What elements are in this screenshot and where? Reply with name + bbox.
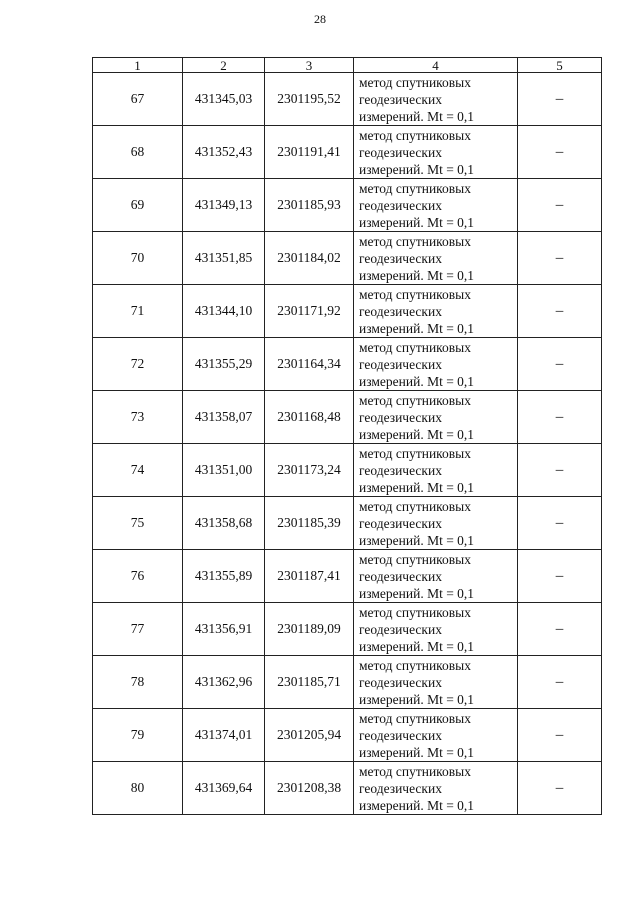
point-number-cell: 73: [93, 391, 183, 444]
method-cell: [354, 497, 518, 550]
method-line-3: измерений. Mt = 0,1: [359, 426, 475, 442]
method-cell: [354, 444, 518, 497]
method-line-2: геодезических: [359, 250, 442, 266]
y-coordinate-cell: 2301187,41: [265, 550, 354, 603]
note-cell: –: [518, 444, 602, 497]
method-line-2: геодезических: [359, 568, 442, 584]
note-cell: –: [518, 73, 602, 126]
method-line-1: метод спутниковых: [359, 551, 471, 567]
x-coordinate-cell: 431358,68: [183, 497, 265, 550]
point-number-cell: 76: [93, 550, 183, 603]
header-cell-5: 5: [518, 58, 602, 73]
method-line-2: геодезических: [359, 462, 442, 478]
method-line-3: измерений. Mt = 0,1: [359, 267, 475, 283]
y-coordinate-cell: 2301168,48: [265, 391, 354, 444]
method-line-3: измерений. Mt = 0,1: [359, 479, 475, 495]
method-line-3: измерений. Mt = 0,1: [359, 585, 475, 601]
method-line-2: геодезических: [359, 356, 442, 372]
method-cell: [354, 656, 518, 709]
note-cell: –: [518, 391, 602, 444]
method-line-2: геодезических: [359, 515, 442, 531]
method-line-3: измерений. Mt = 0,1: [359, 638, 475, 654]
y-coordinate-cell: 2301185,93: [265, 179, 354, 232]
table-row: [93, 232, 602, 285]
method-line-1: метод спутниковых: [359, 657, 471, 673]
note-cell: –: [518, 285, 602, 338]
page-number: 28: [314, 12, 326, 26]
method-line-3: измерений. Mt = 0,1: [359, 161, 475, 177]
method-line-1: метод спутниковых: [359, 233, 471, 249]
method-line-1: метод спутниковых: [359, 604, 471, 620]
method-cell: [354, 73, 518, 126]
x-coordinate-cell: 431344,10: [183, 285, 265, 338]
table-row: [93, 497, 602, 550]
point-number-cell: 72: [93, 338, 183, 391]
method-line-3: измерений. Mt = 0,1: [359, 373, 475, 389]
y-coordinate-cell: 2301205,94: [265, 709, 354, 762]
method-line-1: метод спутниковых: [359, 286, 471, 302]
note-cell: –: [518, 338, 602, 391]
table-row: [93, 762, 602, 815]
header-cell-4: 4: [354, 58, 518, 73]
method-line-2: геодезических: [359, 727, 442, 743]
point-number-cell: 69: [93, 179, 183, 232]
point-number-cell: 74: [93, 444, 183, 497]
table-header-row: [93, 58, 602, 73]
x-coordinate-cell: 431356,91: [183, 603, 265, 656]
y-coordinate-cell: 2301184,02: [265, 232, 354, 285]
note-cell: –: [518, 762, 602, 815]
method-line-1: метод спутниковых: [359, 127, 471, 143]
method-line-2: геодезических: [359, 91, 442, 107]
note-cell: –: [518, 550, 602, 603]
y-coordinate-cell: 2301185,71: [265, 656, 354, 709]
method-line-2: геодезических: [359, 197, 442, 213]
method-line-2: геодезических: [359, 303, 442, 319]
x-coordinate-cell: 431358,07: [183, 391, 265, 444]
method-line-2: геодезических: [359, 674, 442, 690]
method-line-2: геодезических: [359, 780, 442, 796]
method-cell: [354, 232, 518, 285]
note-cell: –: [518, 497, 602, 550]
note-cell: –: [518, 232, 602, 285]
method-cell: [354, 179, 518, 232]
method-line-3: измерений. Mt = 0,1: [359, 744, 475, 760]
table-row: [93, 550, 602, 603]
point-number-cell: 67: [93, 73, 183, 126]
method-line-1: метод спутниковых: [359, 445, 471, 461]
note-cell: –: [518, 603, 602, 656]
y-coordinate-cell: 2301164,34: [265, 338, 354, 391]
point-number-cell: 77: [93, 603, 183, 656]
point-number-cell: 80: [93, 762, 183, 815]
point-number-cell: 70: [93, 232, 183, 285]
x-coordinate-cell: 431352,43: [183, 126, 265, 179]
method-line-2: геодезических: [359, 409, 442, 425]
method-cell: [354, 709, 518, 762]
header-cell-1: 1: [93, 58, 183, 73]
method-line-1: метод спутниковых: [359, 498, 471, 514]
table-row: [93, 391, 602, 444]
method-line-3: измерений. Mt = 0,1: [359, 797, 475, 813]
y-coordinate-cell: 2301191,41: [265, 126, 354, 179]
note-cell: –: [518, 656, 602, 709]
note-cell: –: [518, 709, 602, 762]
method-line-3: измерений. Mt = 0,1: [359, 532, 475, 548]
method-cell: [354, 338, 518, 391]
table-row: [93, 709, 602, 762]
note-cell: –: [518, 179, 602, 232]
method-line-3: измерений. Mt = 0,1: [359, 691, 475, 707]
method-line-3: измерений. Mt = 0,1: [359, 108, 475, 124]
coordinates-table: [92, 57, 602, 815]
table-row: [93, 656, 602, 709]
method-line-2: геодезических: [359, 144, 442, 160]
y-coordinate-cell: 2301185,39: [265, 497, 354, 550]
method-line-1: метод спутниковых: [359, 74, 471, 90]
method-line-3: измерений. Mt = 0,1: [359, 320, 475, 336]
table-row: [93, 444, 602, 497]
y-coordinate-cell: 2301195,52: [265, 73, 354, 126]
x-coordinate-cell: 431369,64: [183, 762, 265, 815]
table-row: [93, 285, 602, 338]
table-row: [93, 338, 602, 391]
x-coordinate-cell: 431362,96: [183, 656, 265, 709]
method-line-1: метод спутниковых: [359, 339, 471, 355]
point-number-cell: 79: [93, 709, 183, 762]
method-line-3: измерений. Mt = 0,1: [359, 214, 475, 230]
method-cell: [354, 285, 518, 338]
y-coordinate-cell: 2301189,09: [265, 603, 354, 656]
point-number-cell: 68: [93, 126, 183, 179]
method-cell: [354, 126, 518, 179]
point-number-cell: 78: [93, 656, 183, 709]
x-coordinate-cell: 431374,01: [183, 709, 265, 762]
x-coordinate-cell: 431355,29: [183, 338, 265, 391]
x-coordinate-cell: 431355,89: [183, 550, 265, 603]
x-coordinate-cell: 431351,85: [183, 232, 265, 285]
y-coordinate-cell: 2301208,38: [265, 762, 354, 815]
note-cell: –: [518, 126, 602, 179]
method-cell: [354, 762, 518, 815]
method-line-1: метод спутниковых: [359, 180, 471, 196]
method-cell: [354, 550, 518, 603]
method-line-1: метод спутниковых: [359, 763, 471, 779]
header-cell-2: 2: [183, 58, 265, 73]
point-number-cell: 75: [93, 497, 183, 550]
table-row: [93, 179, 602, 232]
method-cell: [354, 391, 518, 444]
table-body: [93, 58, 602, 815]
method-line-2: геодезических: [359, 621, 442, 637]
point-number-cell: 71: [93, 285, 183, 338]
method-cell: [354, 603, 518, 656]
table-row: [93, 126, 602, 179]
x-coordinate-cell: 431345,03: [183, 73, 265, 126]
header-cell-3: 3: [265, 58, 354, 73]
y-coordinate-cell: 2301171,92: [265, 285, 354, 338]
x-coordinate-cell: 431349,13: [183, 179, 265, 232]
x-coordinate-cell: 431351,00: [183, 444, 265, 497]
table-row: [93, 73, 602, 126]
method-line-1: метод спутниковых: [359, 392, 471, 408]
method-line-1: метод спутниковых: [359, 710, 471, 726]
y-coordinate-cell: 2301173,24: [265, 444, 354, 497]
table-row: [93, 603, 602, 656]
